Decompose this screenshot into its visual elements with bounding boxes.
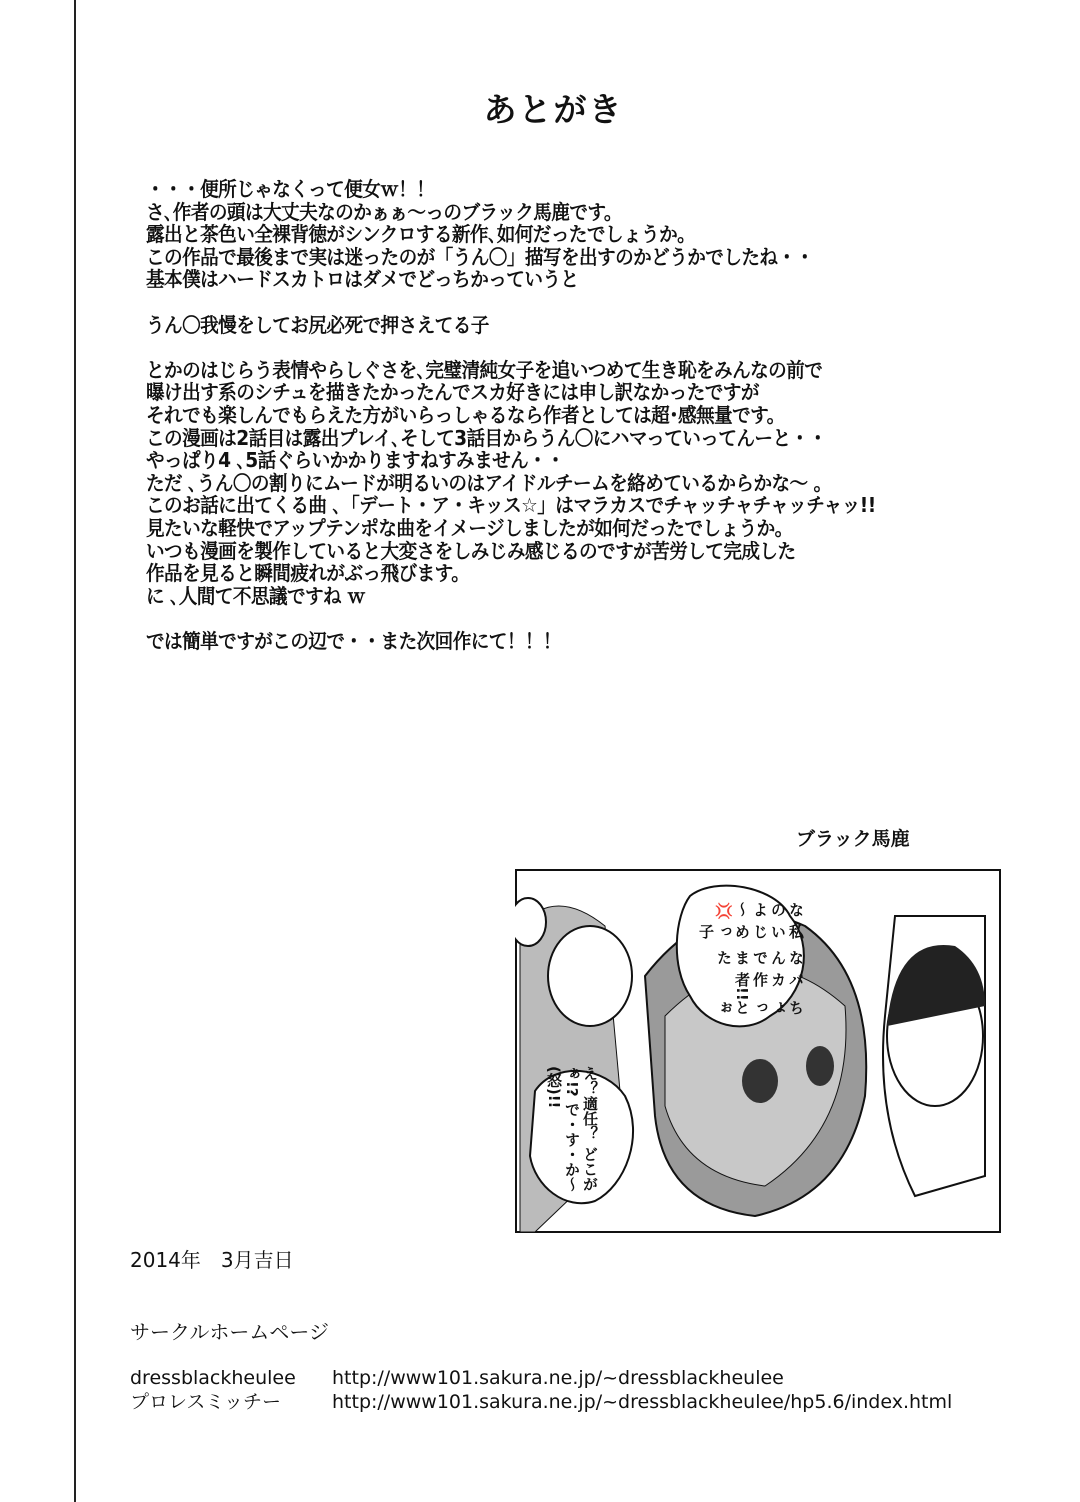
bubble-1-line: なのよ～💢 [715, 902, 805, 921]
body-line: 基本僕はハードスカトロはダメでどっちかっていうと [146, 267, 579, 292]
body-line: では簡単ですがこの辺で・・また次回作にて！！！ [146, 628, 561, 653]
bubble-1-line: 私いじめっ子 [697, 924, 805, 940]
body-line: やっぱり4 ､5話ぐらいかかりますねすみません・・ [146, 448, 565, 473]
homepage-heading: サークルホームページ [130, 1320, 329, 1344]
date: 2014年 3月吉日 [130, 1248, 294, 1272]
body-line: とかのはじらう表情やらしぐさを､完璧清純女子を追いつめて生き恥をみんなの前で [146, 357, 823, 382]
body-line: この作品で最後まで実は迷ったのが「うん〇」描写を出すのかどうかでしたね・・ [146, 244, 814, 269]
link-name: プロレスミッチー [130, 1391, 282, 1413]
body-line: ただ ､うん〇の割りにムードが明るいのはアイドルチームを絡めているからかな～ 。 [146, 470, 832, 495]
body-line [146, 336, 876, 359]
link-name: dressblackheulee [130, 1367, 296, 1389]
body-line: いつも漫画を製作していると大変さをしみじみ感じるのですが苦労して完成した [146, 538, 796, 563]
body-line: 作品を見ると瞬間疲れがぶっ飛びます。 [146, 561, 470, 586]
body-line: に ､人間て不思議ですね ｗ [146, 583, 366, 608]
body-line: 露出と茶色い全裸背徳がシンクロする新作､如何だったでしょうか。 [146, 222, 696, 247]
manga-illustration [515, 866, 1001, 1234]
link-url[interactable]: http://www101.sakura.ne.jp/~dressblackheulee [332, 1367, 784, 1389]
body-line: このお話に出てくる曲 ､「デート・ア・キッス☆」はマラカスでチャッチャチャッチャッ!! [146, 493, 876, 518]
page-margin-line [74, 0, 76, 1502]
body-line [146, 607, 876, 630]
body-line: うん〇我慢をしてお尻必死で押さえてる子 [146, 312, 489, 337]
body-line: 曝け出す系のシチュを描きたかったんでスカ好きには申し訳なかったですが [146, 380, 759, 405]
bubble-1-line: なんでまた [715, 950, 805, 966]
body-line: それでも楽しんでもらえた方がいらっしゃるなら作者としては超･感無量です。 [146, 402, 785, 427]
bubble-2-line: で・す・か～(怒)!! [545, 1066, 581, 1192]
link-url[interactable]: http://www101.sakura.ne.jp/~dressblackheulee/hp5.6/index.html [332, 1391, 953, 1413]
speech-bubble-2 [545, 1066, 599, 1206]
page-title: あとがき [483, 90, 624, 129]
body-line: 見たいな軽快でアップテンポな曲をイメージしましたが如何だったでしょうか。 [146, 515, 793, 540]
body-line [146, 291, 876, 314]
body-line: この漫画は2話目は露出プレイ､そして3話目からうん〇にハマっていってんーと・・ [146, 425, 827, 450]
speech-bubble-1 [697, 902, 805, 1022]
bubble-2-line: え？適任？ [581, 1066, 599, 1141]
link-row [130, 1390, 952, 1414]
body-line: ・・・便所じゃなくって便女ｗ！！ [146, 177, 435, 201]
bubble-1-line: バカ作者!! [733, 971, 805, 1001]
homepage-links [130, 1366, 952, 1414]
bubble-1-line: ちょっとぉ [715, 1000, 805, 1016]
author-signature: ブラック馬鹿 [796, 828, 910, 850]
link-row [130, 1366, 952, 1390]
afterword-body [146, 178, 876, 652]
bubble-2-line: どこがぁ!? [563, 1066, 599, 1192]
body-line: さ､作者の頭は大丈夫なのかぁぁ～っのブラック馬鹿です。 [146, 199, 622, 224]
